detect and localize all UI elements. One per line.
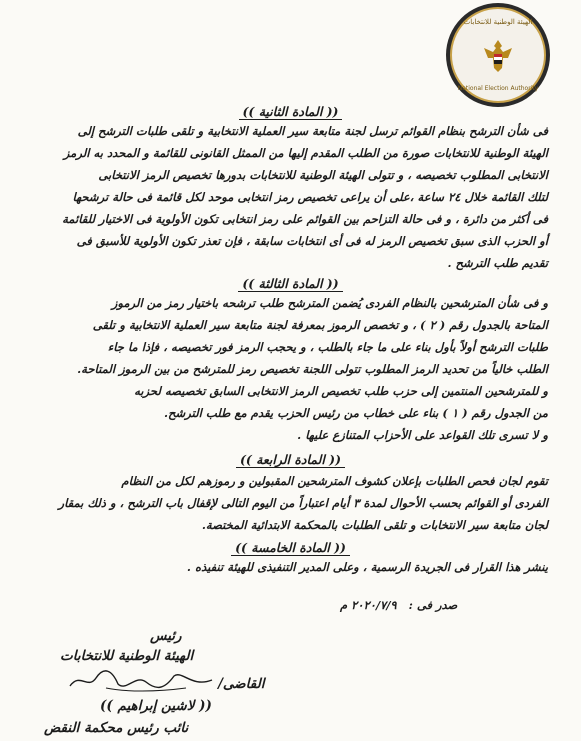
handwritten-signature [66,668,216,694]
article-4-line: تقوم لجان فحص الطلبات بإعلان كشوف المترشحين المقبولين و رموزهم لكل من النظام [121,474,548,488]
article-4-line: لجان متابعة سير الانتخابات و تلقى الطلبات بالمحكمة الابتدائية المختصة. [201,518,548,532]
article-5-line: ينشر هذا القرار فى الجريدة الرسمية ، وعلى المدير التنفيذى للهيئة تنفيذه . [186,560,548,574]
article-2-body [30,120,548,274]
article-3-line: و للمترشحين المنتمين إلى حزب طلب تخصيص الرمز الانتخابى السابق تخصيصه لحزبه [134,384,548,398]
article-3-line: و لا تسرى تلك القواعد على الأحزاب المتنازع عليها . [297,428,548,442]
issue-date-value: ٢٠٢٠/٧/٩ م [340,598,397,612]
article-3-line: من الجدول رقم ( ١ ) بناء على خطاب من رئيس الحزب يقدم مع طلب الترشح. [163,406,548,420]
signatory-position: نائب رئيس محكمة النقض [44,720,189,736]
issue-date-label: صدر فى : [408,598,458,612]
eagle-emblem-icon [476,34,520,78]
article-3-heading: (( المادة الثالثة )) [0,276,581,291]
signatory-name: (( لاشين إبراهيم )) [100,698,212,714]
article-2-heading: (( المادة الثانية )) [0,104,581,119]
signature-judge-label: القاضى/ [218,676,265,692]
article-3-body [30,292,548,446]
article-2-line: أو الحزب الذى سبق تخصيص الرمز له فى أى انتخابات سابقة ، فإن تعذر تكون الأولوية للأسبق فى [76,234,548,248]
signature-title: رئيس [150,628,182,644]
seal-arabic-text: الهيئة الوطنية للانتخابات [463,18,533,26]
article-4-heading: (( المادة الرابعة )) [0,452,581,467]
article-3-line: و فى شأن المترشحين بالنظام الفردى يُضمن المترشح طلب ترشحه باختيار رمز من الرموز [111,296,548,310]
article-3-line: الطلب خالياً من تحديد الرمز المطلوب تتولى اللجنة تخصيص رمز للمترشح من بين الرموز المتاحة. [77,362,548,376]
issue-date [340,598,457,612]
article-2-line: تقديم طلب الترشح . [447,256,548,270]
article-4-line: الفردى أو القوائم بحسب الأحوال لمدة ٣ أيام اعتباراً من اليوم التالى لإقفال باب الترشح ، و ذلك بمقار [58,496,548,510]
article-2-line: فى شأن الترشح بنظام القوائم ترسل لجنة متابعة سير العملية الانتخابية و تلقى طلبات الترشح إلى [77,124,548,138]
article-4-body [30,470,548,536]
article-2-line: لتلك القائمة خلال ٢٤ ساعة ،على أن يراعى تخصيص رمز انتخابى موحد لكل قائمة فى حالة ترشحها [72,190,548,204]
article-2-line: الانتخابى المطلوب تخصيصه ، و تتولى الهيئة الوطنية للانتخابات بدورها تخصيص الرمز الانتخابى [98,168,548,182]
article-2-line: الهيئة الوطنية للانتخابات صورة من الطلب المقدم إليها من الممثل القانونى للقائمة و المحدد به الرمز [63,146,548,160]
article-3-line: طلبات الترشح أولاً بأول بناء على ما جاء بالطلب ، و يحجب الرمز فور تخصيصه ، فإذا ما جاء [107,340,548,354]
national-election-authority-seal [446,3,550,107]
article-5-body [30,556,548,578]
seal-english-text: National Election Authority [457,85,539,92]
signature-authority: الهيئة الوطنية للانتخابات [60,648,194,664]
article-2-line: فى أكثر من دائرة ، و فى حالة التزاحم بين القوائم على رمز انتخابى تكون الأولوية فى الاختيار للقائمة [62,212,548,226]
article-3-line: المتاحة بالجدول رقم ( ٢ ) ، و تخصص الرموز بمعرفة لجنة متابعة سير العملية الانتخابية و تلقى [92,318,548,332]
article-5-heading: (( المادة الخامسة )) [0,540,581,555]
